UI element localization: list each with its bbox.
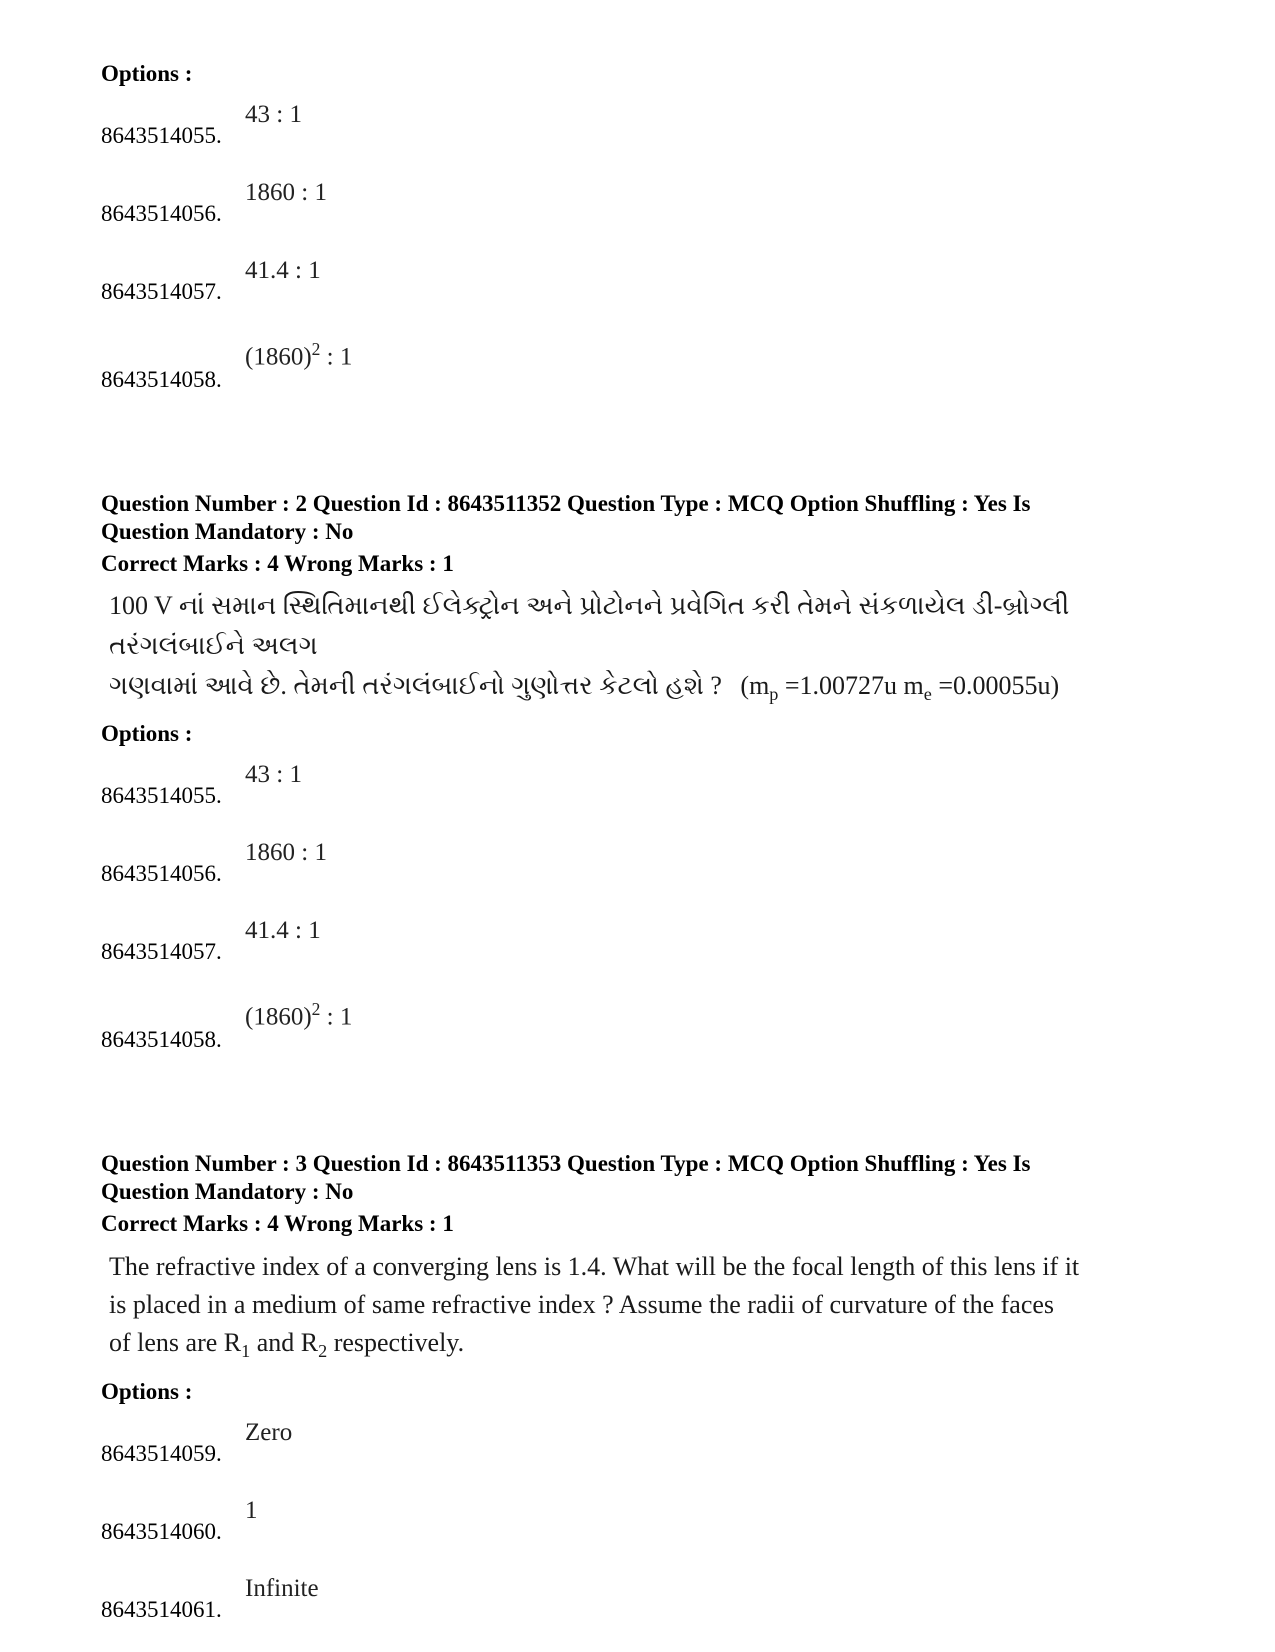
radius-1-sub: 1 xyxy=(241,1341,251,1362)
option-value: 43 : 1 xyxy=(245,761,302,789)
option-id: 8643514058. xyxy=(101,367,222,392)
option-value-tail: : 1 xyxy=(320,1003,353,1031)
question-marks: Correct Marks : 4 Wrong Marks : 1 xyxy=(101,1211,454,1237)
question-text-line3-c: respectively. xyxy=(327,1328,465,1358)
option-value: 41.4 : 1 xyxy=(245,257,321,284)
question-header-line1: Question Number : 3 Question Id : 8643511353 Question Type : MCQ Option Shuffling : Yes Is xyxy=(101,1151,1031,1177)
options-label: Options : xyxy=(101,61,193,86)
question-header-line1: Question Number : 2 Question Id : 8643511352 Question Type : MCQ Option Shuffling : Yes Is xyxy=(101,491,1031,516)
q1-options-block xyxy=(101,60,1201,430)
option-value-base: (1860) xyxy=(245,1003,312,1031)
question-text-line2: is placed in a medium of same refractive index ? Assume the radii of curvature of the faces xyxy=(109,1290,1055,1320)
question-text-gujarati: ગણવામાં આવે છે. તેમની તરંગલંબાઈનો ગુણોત્તર કેટલો હશે ? xyxy=(109,671,722,700)
option-value-base: (1860) xyxy=(245,343,312,371)
question-text-line1: 100 V નાં સમાન સ્થિતિમાનથી ઈલેક્ટ્રોન અને પ્રોટોનને પ્રવેગિત કરી તેમને સંકળાયેલ ડી-બ્રોગ્લી તરંગલંબાઈને અલગ xyxy=(109,591,1070,660)
question-text-line2 xyxy=(109,666,1189,714)
option-value-tail: : 1 xyxy=(320,343,353,371)
question-text-line3 xyxy=(109,1324,1189,1370)
option-value: 43 : 1 xyxy=(245,101,302,128)
option-value xyxy=(245,334,352,372)
option-row xyxy=(101,838,1201,916)
question-2 xyxy=(101,490,1201,1090)
option-row xyxy=(101,100,1201,178)
option-value: 41.4 : 1 xyxy=(245,917,321,945)
question-header-line2: Question Mandatory : No xyxy=(101,519,354,544)
option-value xyxy=(245,994,352,1032)
question-3 xyxy=(101,1150,1201,1652)
option-id: 8643514055. xyxy=(101,123,222,148)
formula-mp-sub: p xyxy=(769,684,779,705)
question-text-line1: The refractive index of a converging lens is 1.4. What will be the focal length of this lens if it xyxy=(109,1252,1080,1282)
question-text-line3-a: of lens are R xyxy=(109,1328,242,1358)
option-value: Zero xyxy=(245,1419,293,1447)
option-id: 8643514057. xyxy=(101,939,222,965)
option-id: 8643514060. xyxy=(101,1519,222,1545)
option-value-sup: 2 xyxy=(311,339,321,359)
option-row xyxy=(101,1496,1201,1574)
question-text-line3-b: and R xyxy=(250,1328,319,1358)
options-label: Options : xyxy=(101,1379,193,1405)
formula-mp-label: (m xyxy=(740,671,770,700)
option-value-sup: 2 xyxy=(311,999,321,1020)
option-value: 1 xyxy=(245,1497,258,1525)
option-id: 8643514056. xyxy=(101,201,222,226)
option-row xyxy=(101,1574,1201,1652)
option-row xyxy=(101,916,1201,994)
formula-me-value: =0.00055u) xyxy=(931,671,1060,700)
question-text xyxy=(109,1248,1189,1370)
option-value: 1860 : 1 xyxy=(245,179,327,206)
option-id: 8643514061. xyxy=(101,1597,222,1623)
option-value: 1860 : 1 xyxy=(245,839,327,867)
option-row xyxy=(101,760,1201,838)
radius-2-sub: 2 xyxy=(318,1341,328,1362)
option-row xyxy=(101,994,1201,1090)
option-id: 8643514058. xyxy=(101,1027,222,1053)
question-paper-page xyxy=(101,60,1201,1652)
question-formula xyxy=(740,671,1060,705)
options-label: Options : xyxy=(101,721,193,747)
option-id: 8643514056. xyxy=(101,861,222,887)
option-row xyxy=(101,334,1201,430)
formula-me-sub: e xyxy=(923,684,932,705)
question-header-line2: Question Mandatory : No xyxy=(101,1179,354,1205)
question-marks: Correct Marks : 4 Wrong Marks : 1 xyxy=(101,551,454,576)
option-row xyxy=(101,1418,1201,1496)
option-id: 8643514059. xyxy=(101,1441,222,1467)
formula-mp-value: =1.00727u m xyxy=(778,671,924,700)
option-value: Infinite xyxy=(245,1575,319,1603)
question-text xyxy=(109,586,1189,714)
option-id: 8643514055. xyxy=(101,783,222,809)
option-row xyxy=(101,256,1201,334)
option-row xyxy=(101,178,1201,256)
option-id: 8643514057. xyxy=(101,279,222,304)
